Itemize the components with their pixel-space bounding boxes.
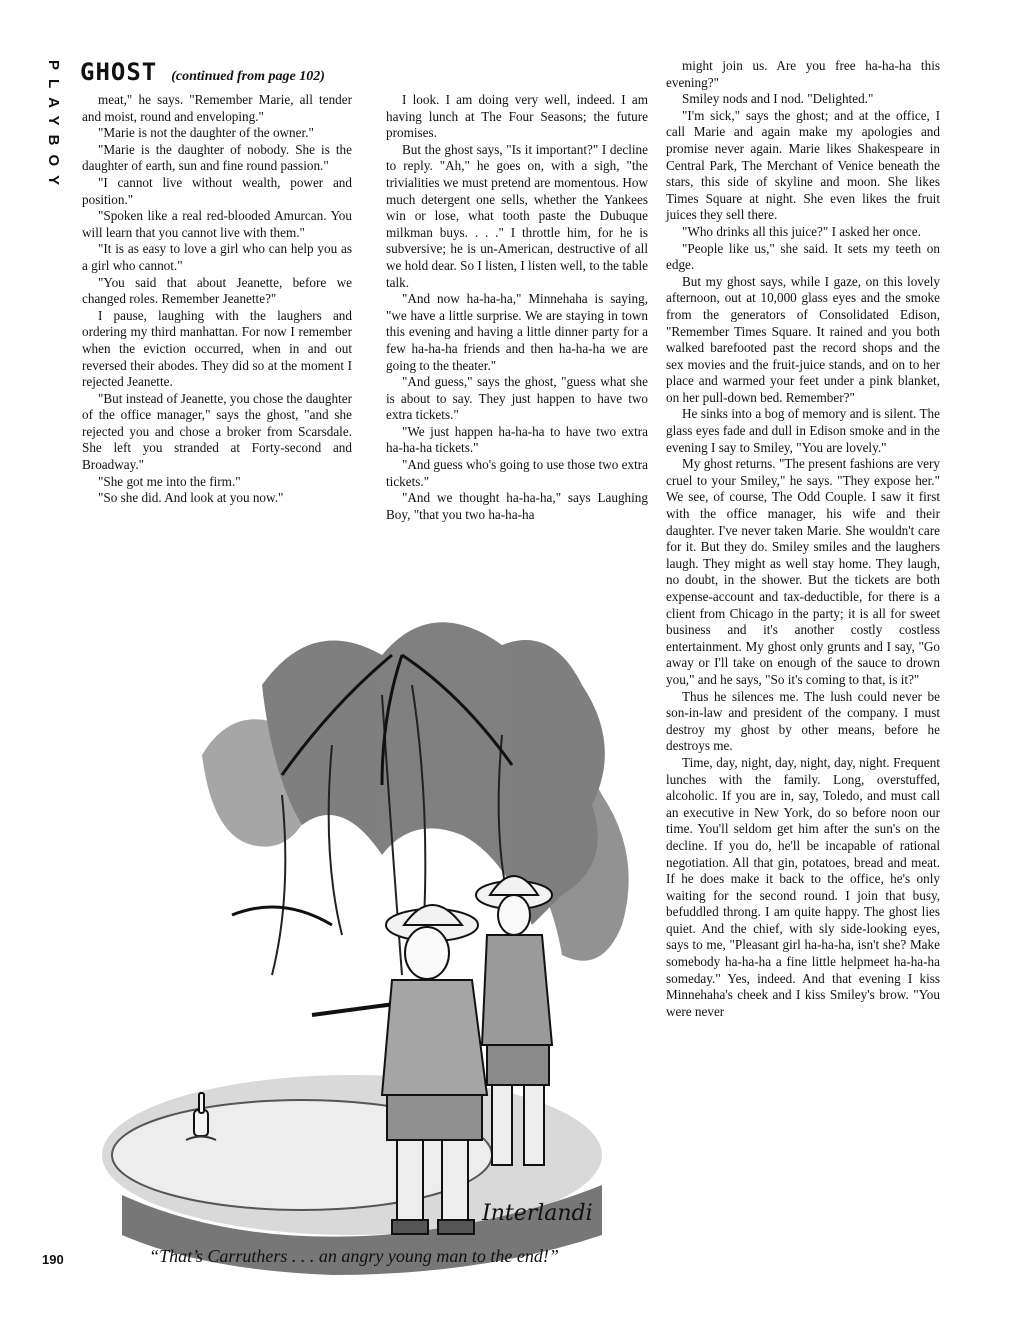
cartoon-illustration (82, 595, 648, 1305)
paragraph: "Marie is not the daughter of the owner." (98, 125, 314, 141)
paragraph: Time, day, night, day, night, day, night. Frequent lunches with the family. Long, overstuffed, alcoholic. If you are in, say, Toledo, and must call an executive in New York, do so before noon our time. You'll seldom get him after the sun's on the decline. If you do, he'll be incapable of rational negotiation. All that gin, potatoes, bread and meat. If he does make it back to the office, he's only waiting for the second round. I join that busy, befuddled throng. I am quite happy. The ghost lies quiet. And the chief, with sly side-looking eyes, says to me, "Pleasant girl ha-ha-ha, isn't she? Make somebody ha-ha-ha a fine little helpmeet ha-ha-ha someday." Yes, indeed. And that evening I kiss Minnehaha's cheek and I kiss Smiley's brow. "You were never (666, 754, 940, 1019)
paragraph: "I cannot live without wealth, power and position." (82, 174, 352, 207)
paragraph: "Spoken like a real red-blooded Amurcan. You will learn that you cannot live with them." (82, 208, 352, 240)
paragraph: "We just happen ha-ha-ha to have two extra ha-ha-ha tickets." (386, 423, 648, 456)
text-column-1 (82, 92, 352, 507)
paragraph: But the ghost says, "Is it important?" I decline to reply. "Ah," he goes on, with a sigh, "the trivialities we must pretend are momentous. How much detergent one sells, whether the Yankees win or lose, what tooth paste the Dubuque milkman buys. . . ." I throttle him, for he is subversive; he is un-American, destructive of all we hold dear. So I listen, I listen well, to the table talk. (386, 141, 648, 290)
paragraph: "And guess," says the ghost, "guess what she is about to say. They just happen to have two extra tickets." (386, 374, 648, 423)
paragraph: "So she did. And look at you now." (98, 490, 284, 506)
continued-note: (continued from page 102) (171, 69, 325, 84)
page-number: 190 (42, 1252, 64, 1267)
paragraph: "She got me into the firm." (98, 473, 241, 489)
paragraph: Thus he silences me. The lush could never be son-in-law and president of the company. I must destroy my ghost by other means, before he destroys me. (666, 688, 940, 754)
article-header (80, 58, 380, 88)
paragraph: He sinks into a bog of memory and is silent. The glass eyes fade and dull in Edison smoke and in the evening I say to Smiley, "You are lovely." (666, 406, 940, 455)
paragraph: "I'm sick," says the ghost; and at the office, I call Marie and again make my apologies and promise never again. Marie likes Shakespeare in Central Park, The Merchant of Venice beneath the stars, this side of skyline and moon. She likes Times Square at night. She even likes the fruit juices they sell there. (666, 107, 940, 223)
paragraph: "It is as easy to love a girl who can help you as a girl who cannot." (82, 241, 352, 273)
text-column-3 (666, 58, 940, 1020)
paragraph: My ghost returns. "The present fashions are very cruel to your Smiley," he says. "They expose her." We see, of course, The Odd Couple. I saw it first with the office manager, his wife and their daughter. I've never taken Marie. She wouldn't care for it. But they do. Smiley smiles and the laughers laugh. They might as well stay home. They laugh, no doubt, in the shower. But the tickets are both expense-account and tax-deductible, for there is a client from Chicago in the party; it is all for sweet business and it's another costly costless entertainment. My ghost only grunts and I say, "Go away or I'll take on enough of the sauce to drown you," and he says, "So it's coming to that, is it?" (666, 456, 940, 687)
paragraph: "But instead of Jeanette, you chose the daughter of the office manager," says the ghost, "and she rejected you and chose a broker from Scarsdale. She left you stranded at Forty-second and Broadway." (82, 390, 352, 473)
paragraph: I pause, laughing with the laughers and ordering my third manhattan. For now I remember when the eviction occurred, when in and out reversed their abodes. They did so at the moment I rejected Jeanette. (82, 307, 352, 390)
paragraph: "You said that about Jeanette, before we changed roles. Remember Jeanette?" (82, 274, 352, 307)
paragraph: But my ghost says, while I gaze, on this lovely afternoon, out at 10,000 glass eyes and the smoke from the generators of Consolidated Edison, "Remember Times Square. It rained and you both walked barefooted past the record shops and the sex movies and the fruit-juice stands, and on to her place and warmed your feet under a pink blanket, on her pull-down bed. Remember?" (666, 273, 940, 405)
paragraph: I look. I am doing very well, indeed. I am having lunch at The Four Seasons; the future promises. (386, 92, 648, 141)
paragraph: "People like us," she said. It sets my teeth on edge. (666, 240, 940, 273)
paragraph: Smiley nods and I nod. "Delighted." (682, 91, 874, 107)
article-title: GHOST (80, 58, 158, 86)
paragraph: "And guess who's going to use those two extra tickets." (386, 457, 648, 489)
paragraph: "And now ha-ha-ha," Minnehaha is saying, "we have a little surprise. We are staying in town this evening and having a little dinner party for a few ha-ha-ha friends and then ha-ha-ha we are going to the theater." (386, 291, 648, 373)
paragraph: meat," he says. "Remember Marie, all tender and moist, round and enveloping." (82, 92, 352, 124)
cartoonist-signature: Interlandi (482, 1201, 593, 1226)
paragraph: "Marie is the daughter of nobody. She is the daughter of earth, sun and fine round passion." (82, 141, 352, 174)
paragraph: "Who drinks all this juice?" I asked her once. (682, 223, 921, 239)
paragraph: "And we thought ha-ha-ha," says Laughing Boy, "that you two ha-ha-ha (386, 490, 648, 522)
text-column-2 (386, 92, 648, 523)
magazine-spine-label: PLAYBOY (45, 60, 62, 195)
cartoon-caption: “That’s Carruthers . . . an angry young man to the end!” (149, 1246, 559, 1266)
paragraph: might join us. Are you free ha-ha-ha this evening?" (666, 58, 940, 90)
